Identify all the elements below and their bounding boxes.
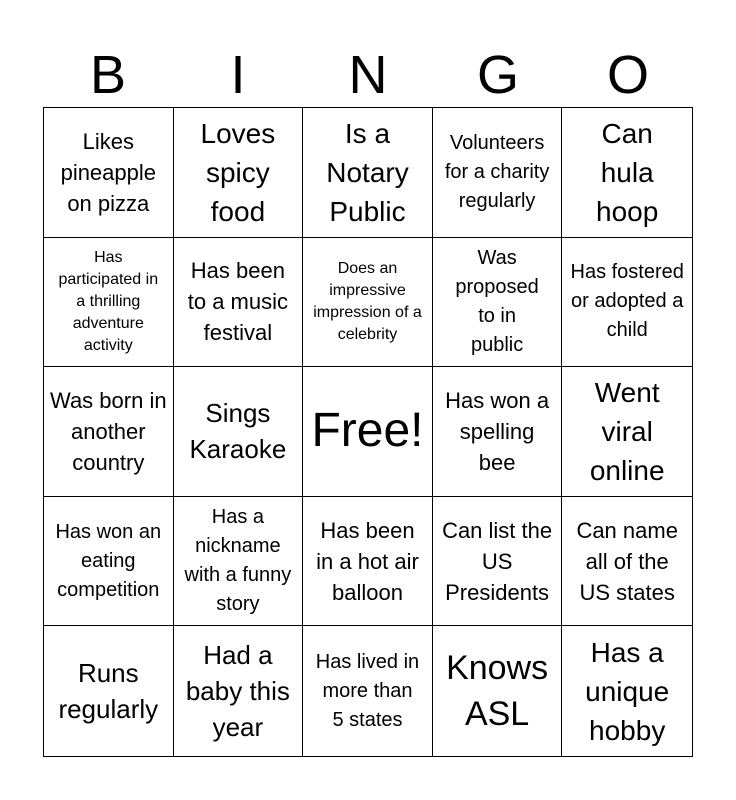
cell-text: Has participated in a thrilling adventure activity <box>58 248 159 354</box>
cell-text: Sings Karaoke <box>189 398 287 465</box>
cell-text: Has been to a music festival <box>187 258 289 346</box>
bingo-cell[interactable] <box>433 238 563 368</box>
bingo-cell[interactable] <box>174 367 304 497</box>
cell-text: Has won a spelling bee <box>445 387 550 475</box>
bingo-cell[interactable] <box>44 108 174 238</box>
bingo-cell[interactable] <box>174 626 304 756</box>
cell-text: Has a unique hobby <box>585 636 670 746</box>
bingo-cell[interactable] <box>562 367 692 497</box>
cell-text: Is a Notary Public <box>326 117 409 227</box>
cell-text: Has been in a hot air balloon <box>316 517 419 605</box>
bingo-cell[interactable] <box>303 108 433 238</box>
bingo-cell[interactable] <box>433 108 563 238</box>
cell-text: Can name all of the US states <box>576 517 678 605</box>
bingo-cell[interactable] <box>562 626 692 756</box>
bingo-cell[interactable] <box>44 626 174 756</box>
cell-text: Volunteers for a charity regularly <box>444 131 550 212</box>
cell-text: Went viral online <box>589 376 665 486</box>
cell-text: Has fostered or adopted a child <box>570 261 684 342</box>
header-letter-i: I <box>230 45 246 105</box>
cell-text: Has a nickname with a funny story <box>184 506 292 616</box>
cell-text: Was born in another country <box>50 387 167 475</box>
cell-text: Had a baby this year <box>185 640 290 743</box>
bingo-cell[interactable] <box>44 367 174 497</box>
cell-text: Was proposed to in public <box>455 246 539 356</box>
cell-text: Has won an eating competition <box>55 520 162 601</box>
bingo-cell[interactable] <box>174 497 304 627</box>
bingo-cell[interactable] <box>303 367 433 497</box>
cell-text: Likes pineapple on pizza <box>60 128 157 216</box>
bingo-header <box>43 44 693 106</box>
cell-text: Can hula hoop <box>596 117 659 227</box>
cell-text: Loves spicy food <box>200 117 276 227</box>
bingo-cell[interactable] <box>562 108 692 238</box>
free-space-label: Free! <box>311 404 424 458</box>
cell-text: Does an impressive impression of a celebrity <box>313 259 422 343</box>
cell-text: Has lived in more than 5 states <box>315 650 420 731</box>
header-letter-b: B <box>89 45 127 105</box>
bingo-board <box>43 107 693 757</box>
bingo-cell[interactable] <box>44 238 174 368</box>
bingo-cell[interactable] <box>174 238 304 368</box>
bingo-cell[interactable] <box>562 238 692 368</box>
bingo-cell[interactable] <box>562 497 692 627</box>
header-letter-n: N <box>348 45 388 105</box>
bingo-cell[interactable] <box>433 497 563 627</box>
header-letter-g: G <box>476 45 519 105</box>
bingo-cell[interactable] <box>44 497 174 627</box>
cell-text: Runs regularly <box>58 658 159 725</box>
bingo-cell[interactable] <box>303 238 433 368</box>
cell-text: Knows ASL <box>446 649 549 734</box>
header-letter-o: O <box>606 45 649 105</box>
bingo-cell[interactable] <box>433 626 563 756</box>
bingo-cell[interactable] <box>433 367 563 497</box>
bingo-cell[interactable] <box>174 108 304 238</box>
bingo-cell[interactable] <box>303 626 433 756</box>
cell-text: Can list the US Presidents <box>442 517 553 605</box>
bingo-cell[interactable] <box>303 497 433 627</box>
